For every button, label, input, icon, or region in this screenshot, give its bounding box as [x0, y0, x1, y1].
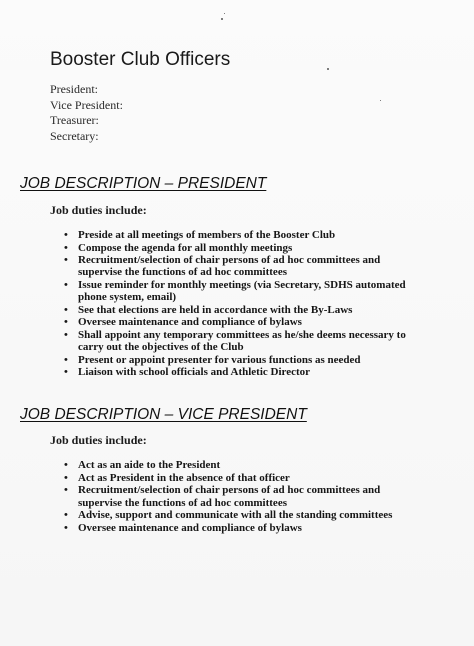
- duty-item: • Compose the agenda for all monthly meetings: [64, 242, 424, 254]
- duty-item: • See that elections are held in accordance with the By-Laws: [64, 304, 424, 316]
- officer-label-treasurer: Treasurer:: [50, 113, 99, 127]
- officer-label-secretary: Secretary:: [50, 128, 99, 143]
- scan-speck: [380, 100, 381, 101]
- officer-label-president: President:: [50, 82, 98, 96]
- scan-speck: [224, 13, 225, 14]
- duty-item: • Shall appoint any temporary committees as he/she deems necessary to carry out the objectives of the Club: [64, 329, 424, 353]
- section-heading-vice-president: JOB DESCRIPTION – VICE PRESIDENT: [20, 406, 307, 423]
- duty-item: • Recruitment/selection of chair persons of ad hoc committees and supervise the functions of ad hoc committees: [64, 254, 424, 278]
- scan-speck: [327, 68, 329, 70]
- duty-item: • Issue reminder for monthly meetings (via Secretary, SDHS automated phone system, email): [64, 279, 424, 303]
- duty-item: • Act as President in the absence of that officer: [64, 472, 424, 484]
- duty-item: • Act as an aide to the President: [64, 459, 424, 471]
- page-title: Booster Club Officers: [50, 49, 231, 70]
- duty-item: • Present or appoint presenter for various functions as needed: [64, 354, 424, 366]
- section-intro-president: Job duties include:: [50, 203, 147, 217]
- officer-list: [50, 82, 123, 144]
- duty-item: • Oversee maintenance and compliance of bylaws: [64, 522, 424, 534]
- duty-item: • Advise, support and communicate with all the standing committees: [64, 509, 424, 521]
- duty-item: • Recruitment/selection of chair persons of ad hoc committees and supervise the functions of ad hoc committees: [64, 484, 424, 508]
- officer-label-vice-president: Vice President:: [50, 97, 123, 112]
- duty-list-president: [64, 229, 424, 379]
- section-intro-vice-president: Job duties include:: [50, 433, 147, 447]
- section-heading-president: JOB DESCRIPTION – PRESIDENT: [20, 175, 267, 192]
- duty-item: • Preside at all meetings of members of the Booster Club: [64, 229, 424, 241]
- scan-speck: [221, 18, 223, 20]
- duty-list-vice-president: [64, 459, 424, 535]
- duty-item: • Oversee maintenance and compliance of bylaws: [64, 316, 424, 328]
- duty-item: • Liaison with school officials and Athletic Director: [64, 366, 424, 378]
